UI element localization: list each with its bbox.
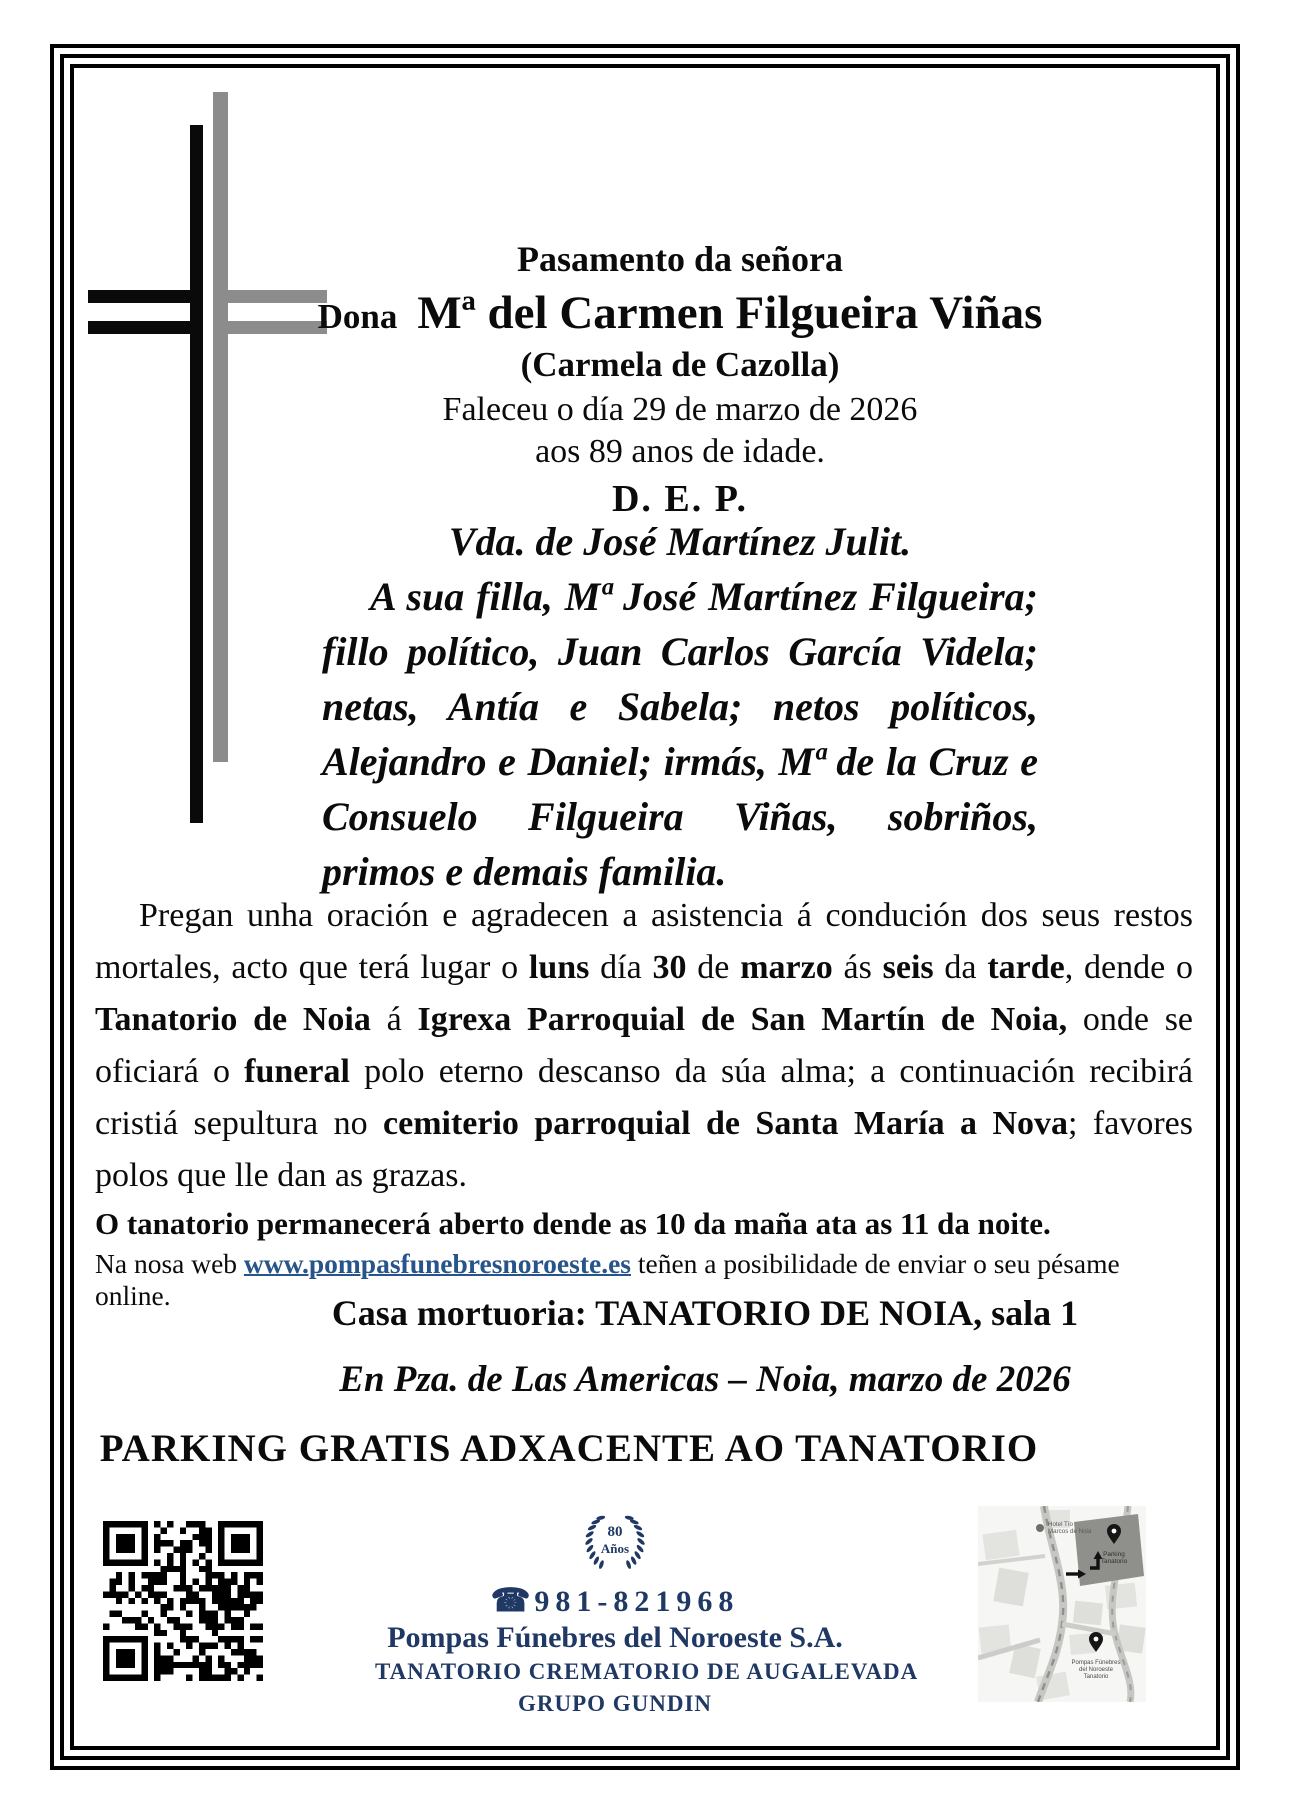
funeral-company-block	[375, 1508, 919, 1717]
qr-code	[100, 1518, 266, 1684]
badge-years-word: Años	[600, 1541, 630, 1556]
80-years-laurel-badge-icon	[560, 1508, 670, 1574]
phone-number: 981-821968	[534, 1585, 740, 1618]
map-home-label-line1: Pompas Fúnebres	[1071, 1660, 1121, 1666]
map-home-label-line3: Tanatorio	[1083, 1674, 1109, 1680]
telephone-icon: ☎	[490, 1582, 531, 1618]
group-name: GRUPO GUNDIN	[517, 1691, 713, 1716]
honorific: Dona	[317, 297, 398, 337]
parking-notice-line: PARKING GRATIS ADXACENTE AO TANATORIO	[99, 1427, 1039, 1470]
condolence-website-link[interactable]: www.pompasfunebresnoroeste.es	[243, 1248, 631, 1279]
announcement-title: Pasamento da señora	[517, 239, 843, 279]
death-date-line: Faleceu o día 29 de marzo de 2026	[442, 390, 918, 428]
age-line: aos 89 anos de idade.	[535, 433, 825, 471]
deceased-name-line	[140, 285, 1220, 341]
relatives-paragraph: A sua filla, Mª José Martínez Filgueira; fillo político, Juan Carlos García Videla; netas, Antía e Sabela; netos políticos, Alejandro e Daniel; irmás, Mª de la Cruz e Consuelo Filgueira Viñas, sobriños, primos e demais familia.	[322, 574, 1038, 894]
phone-line	[375, 1581, 855, 1619]
location-map	[978, 1506, 1146, 1702]
heading-block	[140, 238, 1220, 523]
map-parking-label-line1: Parking	[1103, 1551, 1125, 1558]
mortuary-house-line: Casa mortuoria: TANATORIO DE NOIA, sala 1	[331, 1293, 1079, 1333]
map-hotel-label-line1: Hotel Tío	[1048, 1521, 1073, 1528]
map-home-label-line2: del Noroeste	[1078, 1667, 1114, 1673]
tanatorio-hours-line: O tanatorio permanecerá aberto dende as 10 da maña ata as 11 da noite.	[95, 1206, 1051, 1241]
address-line: En Pza. de Las Americas – Noia, marzo de 2026	[339, 1359, 1071, 1400]
deceased-name: Mª del Carmen Filgueira Viñas	[417, 287, 1043, 340]
web-line-prefix: Na nosa web	[95, 1248, 244, 1279]
facility-name: TANATORIO CREMATORIO DE AUGALEVADA	[375, 1659, 919, 1684]
map-hotel-label-line2: Marcos de Noia	[1048, 1528, 1092, 1535]
widow-line: Vda. de José Martínez Julit.	[448, 519, 912, 564]
map-parking-label-line2: Tanatorio	[1100, 1558, 1128, 1565]
dep-abbreviation: D. E. P.	[611, 478, 748, 521]
funeral-announcement-paragraph: Pregan unha oración e agradecen a asistencia á condución dos seus restos mortales, acto que terá lugar o luns día 30 de marzo ás seis da tarde, dende o Tanatorio de Noia á Igrexa Parroquial de San Martín de Noia, onde se oficiará o funeral polo eterno descanso da súa alma; a continuación recibirá cristiá sepultura no cemiterio parroquial de Santa María a Nova; favores polos que lle dan as grazas.	[95, 897, 1194, 1194]
street-map-graphic	[978, 1506, 1146, 1702]
company-name: Pompas Fúnebres del Noroeste S.A.	[387, 1621, 843, 1654]
qr-code-pattern	[103, 1521, 263, 1681]
badge-years-number: 80	[607, 1524, 623, 1540]
family-block	[322, 514, 1038, 899]
parking-area-shape	[1074, 1514, 1144, 1586]
web-line-suffix: teñen a posibilidade de enviar o seu pésame online.	[95, 1248, 1120, 1311]
deceased-alias: (Carmela de Cazolla)	[520, 344, 840, 384]
